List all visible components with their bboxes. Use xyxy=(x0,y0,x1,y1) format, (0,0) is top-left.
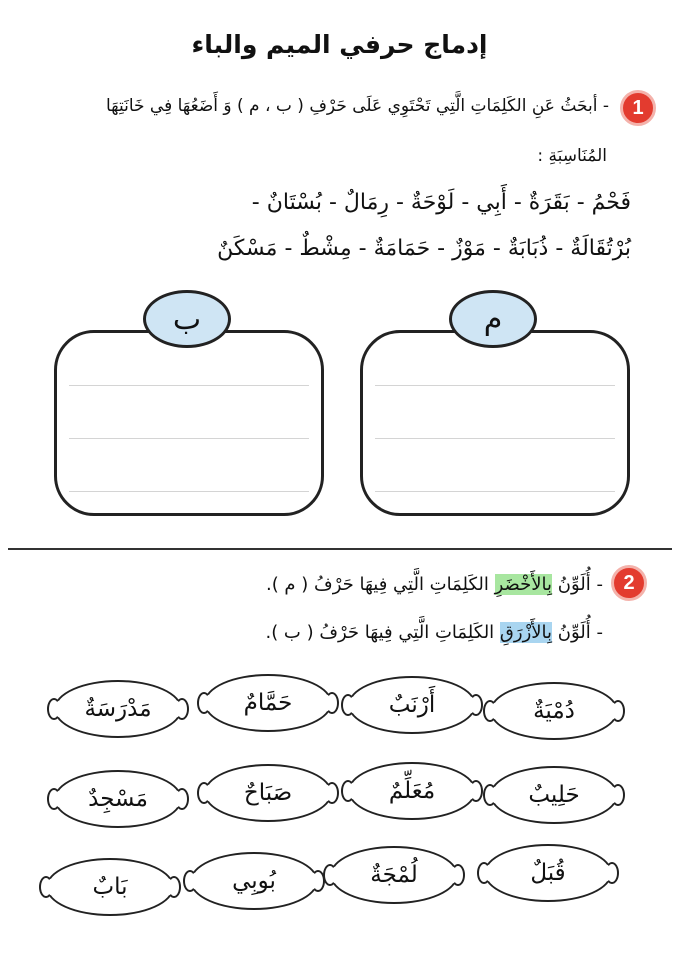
q1-word-list-row1: فَحْمُ - بَقَرَةٌ - أَبِي - لَوْحَةٌ - رِمَالٌ - بُسْتَانٌ - xyxy=(251,190,631,215)
q2-instruction-blue xyxy=(265,622,603,643)
blue-highlight: بِالأَزْرَقِ xyxy=(499,622,553,643)
q2-line2-prefix: - أُلَوِّنُ xyxy=(552,622,603,643)
q2-line1-suffix: الكَلِمَاتِ الَّتِي فِيهَا حَرْفُ ( م ). xyxy=(265,574,495,595)
word-cloud[interactable]: مَدْرَسَةٌ xyxy=(54,680,182,738)
letter-bubble-ba: ب xyxy=(143,290,231,348)
answer-line xyxy=(375,385,615,386)
q2-line2-suffix: الكَلِمَاتِ الَّتِي فِيهَا حَرْفُ ( ب ). xyxy=(265,622,500,643)
q1-instruction-line1: - أبحَثُ عَنِ الكَلِمَاتِ الَّتِي تَحْتَوِي عَلَى حَرْفِ ( ب ، م ) وَ أَضَعُهَا فِي خَانَتِهَا xyxy=(105,96,609,116)
letter-bubble-mim: م xyxy=(449,290,537,348)
answer-box-mim[interactable] xyxy=(360,330,630,516)
q1-instruction-line2: المُنَاسِبَةِ : xyxy=(537,146,607,166)
q2-instruction-green xyxy=(266,574,603,595)
q2-line1-prefix: - أُلَوِّنُ xyxy=(552,574,603,595)
word-cloud[interactable]: قُبَلٌ xyxy=(484,844,612,902)
answer-line xyxy=(69,491,309,492)
answer-box-ba[interactable] xyxy=(54,330,324,516)
answer-line xyxy=(375,491,615,492)
word-cloud[interactable]: دُمْيَةٌ xyxy=(490,682,618,740)
word-cloud[interactable]: بُوبِي xyxy=(190,852,318,910)
word-cloud[interactable]: مُعَلِّمٌ xyxy=(348,762,476,820)
answer-line xyxy=(375,438,615,439)
section-divider xyxy=(8,548,672,550)
question-1-badge: 1 xyxy=(620,90,656,126)
q1-word-list-row2: بُرْتُقَالَةٌ - ذُبَابَةٌ - مَوْزٌ - حَمَامَةٌ - مِشْطٌ - مَسْكَنٌ xyxy=(217,236,631,261)
word-cloud[interactable]: بَابٌ xyxy=(46,858,174,916)
question-2-badge: 2 xyxy=(611,565,647,601)
word-cloud[interactable]: مَسْجِدٌ xyxy=(54,770,182,828)
answer-line xyxy=(69,385,309,386)
green-highlight: بِالأَخْضَرِ xyxy=(494,574,553,595)
word-cloud[interactable]: صَبَاحٌ xyxy=(204,764,332,822)
word-cloud[interactable]: حَمَّامٌ xyxy=(204,674,332,732)
word-cloud[interactable]: لُمْجَةٌ xyxy=(330,846,458,904)
answer-line xyxy=(69,438,309,439)
page-title: إدماج حرفي الميم والباء xyxy=(191,30,488,59)
word-cloud[interactable]: حَلِيبٌ xyxy=(490,766,618,824)
word-cloud[interactable]: أَرْنَبٌ xyxy=(348,676,476,734)
